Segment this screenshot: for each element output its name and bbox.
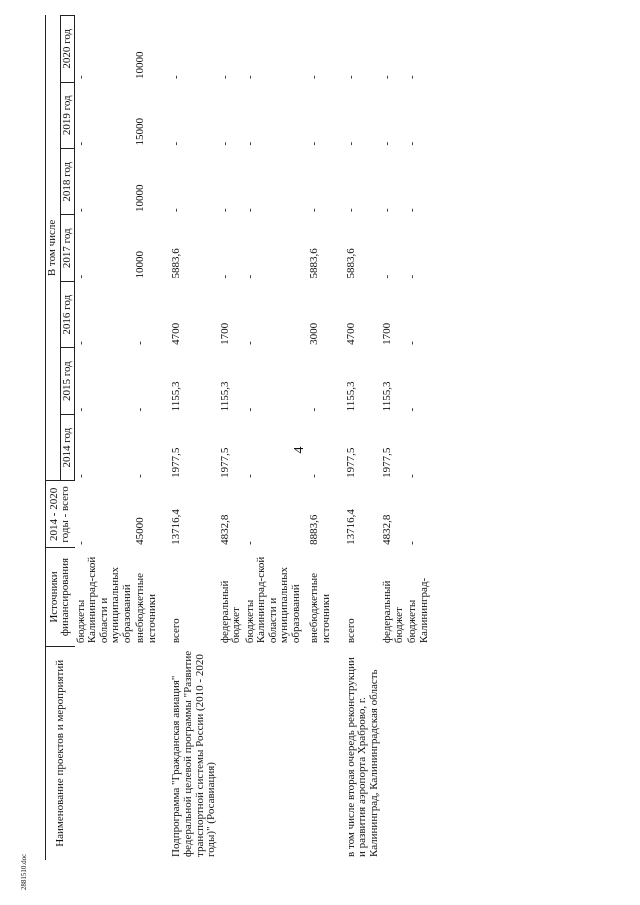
year-value-cell: - <box>344 208 357 212</box>
year-value-cell: - <box>243 141 256 146</box>
year-value-cell: 4700 <box>344 322 357 345</box>
total-cell: - <box>74 541 87 545</box>
year-value-cell: - <box>308 407 321 412</box>
funding-source-cell: внебюджетные источники <box>308 573 332 644</box>
total-cell: 4832,8 <box>381 514 394 545</box>
funding-source-cell: федеральный бюджет <box>218 580 243 644</box>
year-value-cell: - <box>243 474 256 478</box>
year-value-cell: - <box>381 141 394 146</box>
year-value-cell: - <box>344 75 357 80</box>
funding-source-cell: всего <box>344 618 357 644</box>
year-value-cell: - <box>75 407 88 412</box>
year-value-cell: - <box>308 141 321 146</box>
year-value-cell: - <box>170 208 183 212</box>
year-value-cell: - <box>134 341 147 345</box>
year-value-cell: - <box>170 141 183 146</box>
header-name: Наименование проектов и мероприятий <box>46 646 75 860</box>
page-number: 4 <box>292 446 307 454</box>
year-value-cell: - <box>243 407 256 412</box>
year-value-cell: 10000 <box>134 51 147 80</box>
total-cell: 8883,6 <box>308 514 321 545</box>
year-value-cell: - <box>218 141 231 146</box>
year-value-cell: - <box>243 75 256 80</box>
total-cell: - <box>243 541 256 545</box>
table-row <box>75 16 135 861</box>
total-cell: 13716,4 <box>170 509 183 545</box>
project-name-cell <box>381 646 406 860</box>
year-value-cell: - <box>170 75 183 80</box>
year-value-cell: - <box>406 141 419 146</box>
table-row <box>219 16 244 861</box>
header-year: 2017 год <box>60 215 75 281</box>
year-value-cell: 1700 <box>381 322 394 345</box>
year-value-cell: 1977,5 <box>381 447 394 478</box>
year-value-cell: - <box>406 341 419 345</box>
year-value-cell: 5883,6 <box>170 248 183 279</box>
project-name-cell <box>219 646 244 860</box>
year-value-cell: 5883,6 <box>344 248 357 279</box>
header-year: 2016 год <box>60 281 75 347</box>
year-value-cell: - <box>243 341 256 345</box>
document-code: 2881510.doc <box>20 853 28 891</box>
year-value-cell: 3000 <box>308 322 321 345</box>
header-year: 2019 год <box>60 82 75 148</box>
year-value-cell: - <box>381 208 394 212</box>
project-name-cell <box>75 646 135 860</box>
year-value-cell: - <box>75 274 88 279</box>
year-value-cell: - <box>134 474 147 478</box>
table-row <box>381 16 406 861</box>
header-source: Источники финансирования <box>46 548 75 646</box>
table-row <box>406 16 431 861</box>
header-total: 2014 - 2020 годы - всего <box>46 481 75 548</box>
year-value-cell: - <box>406 474 419 478</box>
year-value-cell: 1155,3 <box>344 381 357 412</box>
year-value-cell: - <box>308 75 321 80</box>
project-name-cell <box>406 646 431 860</box>
year-value-cell: 10000 <box>134 250 147 279</box>
funding-source-cell: бюджеты Калининград-ской области и муниципальных образований <box>74 556 133 644</box>
year-value-cell: - <box>308 474 321 478</box>
year-value-cell: 5883,6 <box>308 248 321 279</box>
total-cell: 45000 <box>134 517 147 545</box>
year-value-cell: - <box>406 208 419 212</box>
rotated-table-container <box>45 15 585 860</box>
year-value-cell: 10000 <box>134 184 147 212</box>
year-value-cell: - <box>243 274 256 279</box>
year-value-cell: - <box>218 208 231 212</box>
year-value-cell: - <box>75 75 88 80</box>
year-value-cell: - <box>75 341 88 345</box>
table-body <box>75 16 432 861</box>
funding-source-cell: бюджеты Калининград-ской области и муниципальных образований <box>243 556 302 644</box>
year-value-cell: - <box>75 474 88 478</box>
year-value-cell: - <box>406 407 419 412</box>
year-value-cell: 1155,3 <box>218 381 231 412</box>
year-value-cell: - <box>75 141 88 146</box>
project-name-cell: Подпрограмма "Гражданская авиация" федеральной целевой программы "Развитие транспортной системы России (2010 - 2020 годы)" (Росавиация) <box>170 650 218 857</box>
table-row <box>244 16 304 861</box>
funding-source-cell: федеральный бюджет <box>381 580 405 644</box>
year-value-cell: 1977,5 <box>218 447 231 478</box>
table-row <box>303 16 333 861</box>
table-row <box>134 16 159 861</box>
year-value-cell: 1700 <box>218 322 231 345</box>
year-value-cell: - <box>218 274 231 279</box>
project-name-cell <box>303 646 333 860</box>
total-cell: 13716,4 <box>344 509 357 545</box>
project-name-cell <box>134 646 159 860</box>
total-cell: - <box>406 541 419 545</box>
year-value-cell: 1977,5 <box>170 447 183 478</box>
year-value-cell: - <box>381 75 394 80</box>
project-name-cell <box>244 646 304 860</box>
funding-source-cell: всего <box>170 618 183 644</box>
year-value-cell: - <box>243 208 256 212</box>
year-value-cell: - <box>75 208 88 212</box>
header-year: 2018 год <box>60 149 75 215</box>
year-value-cell: 4700 <box>170 322 183 345</box>
total-cell: 4832,8 <box>218 514 231 545</box>
funding-source-cell: внебюджетные источники <box>134 573 158 644</box>
table-row <box>159 16 218 861</box>
header-group: В том числе <box>46 16 61 481</box>
year-value-cell: - <box>406 274 419 279</box>
header-year: 2014 год <box>60 414 75 480</box>
header-year: 2020 год <box>60 16 75 83</box>
year-value-cell: - <box>406 75 419 80</box>
year-value-cell: 1977,5 <box>344 447 357 478</box>
funding-source-cell: бюджеты Калининград- <box>406 577 430 644</box>
year-value-cell: 1155,3 <box>381 381 394 412</box>
year-value-cell: - <box>308 208 321 212</box>
year-value-cell: - <box>218 75 231 80</box>
year-value-cell: 15000 <box>134 118 147 146</box>
year-value-cell: - <box>344 141 357 146</box>
year-value-cell: - <box>134 407 147 412</box>
table-row <box>334 16 382 861</box>
financing-table <box>45 15 431 860</box>
header-year: 2015 год <box>60 348 75 414</box>
year-value-cell: 1155,3 <box>170 381 183 412</box>
year-value-cell: - <box>381 274 394 279</box>
project-name-cell: в том числе вторая очередь реконструкции и развития аэропорта Храброво, г. Калининград, Калининградская область <box>344 657 380 857</box>
